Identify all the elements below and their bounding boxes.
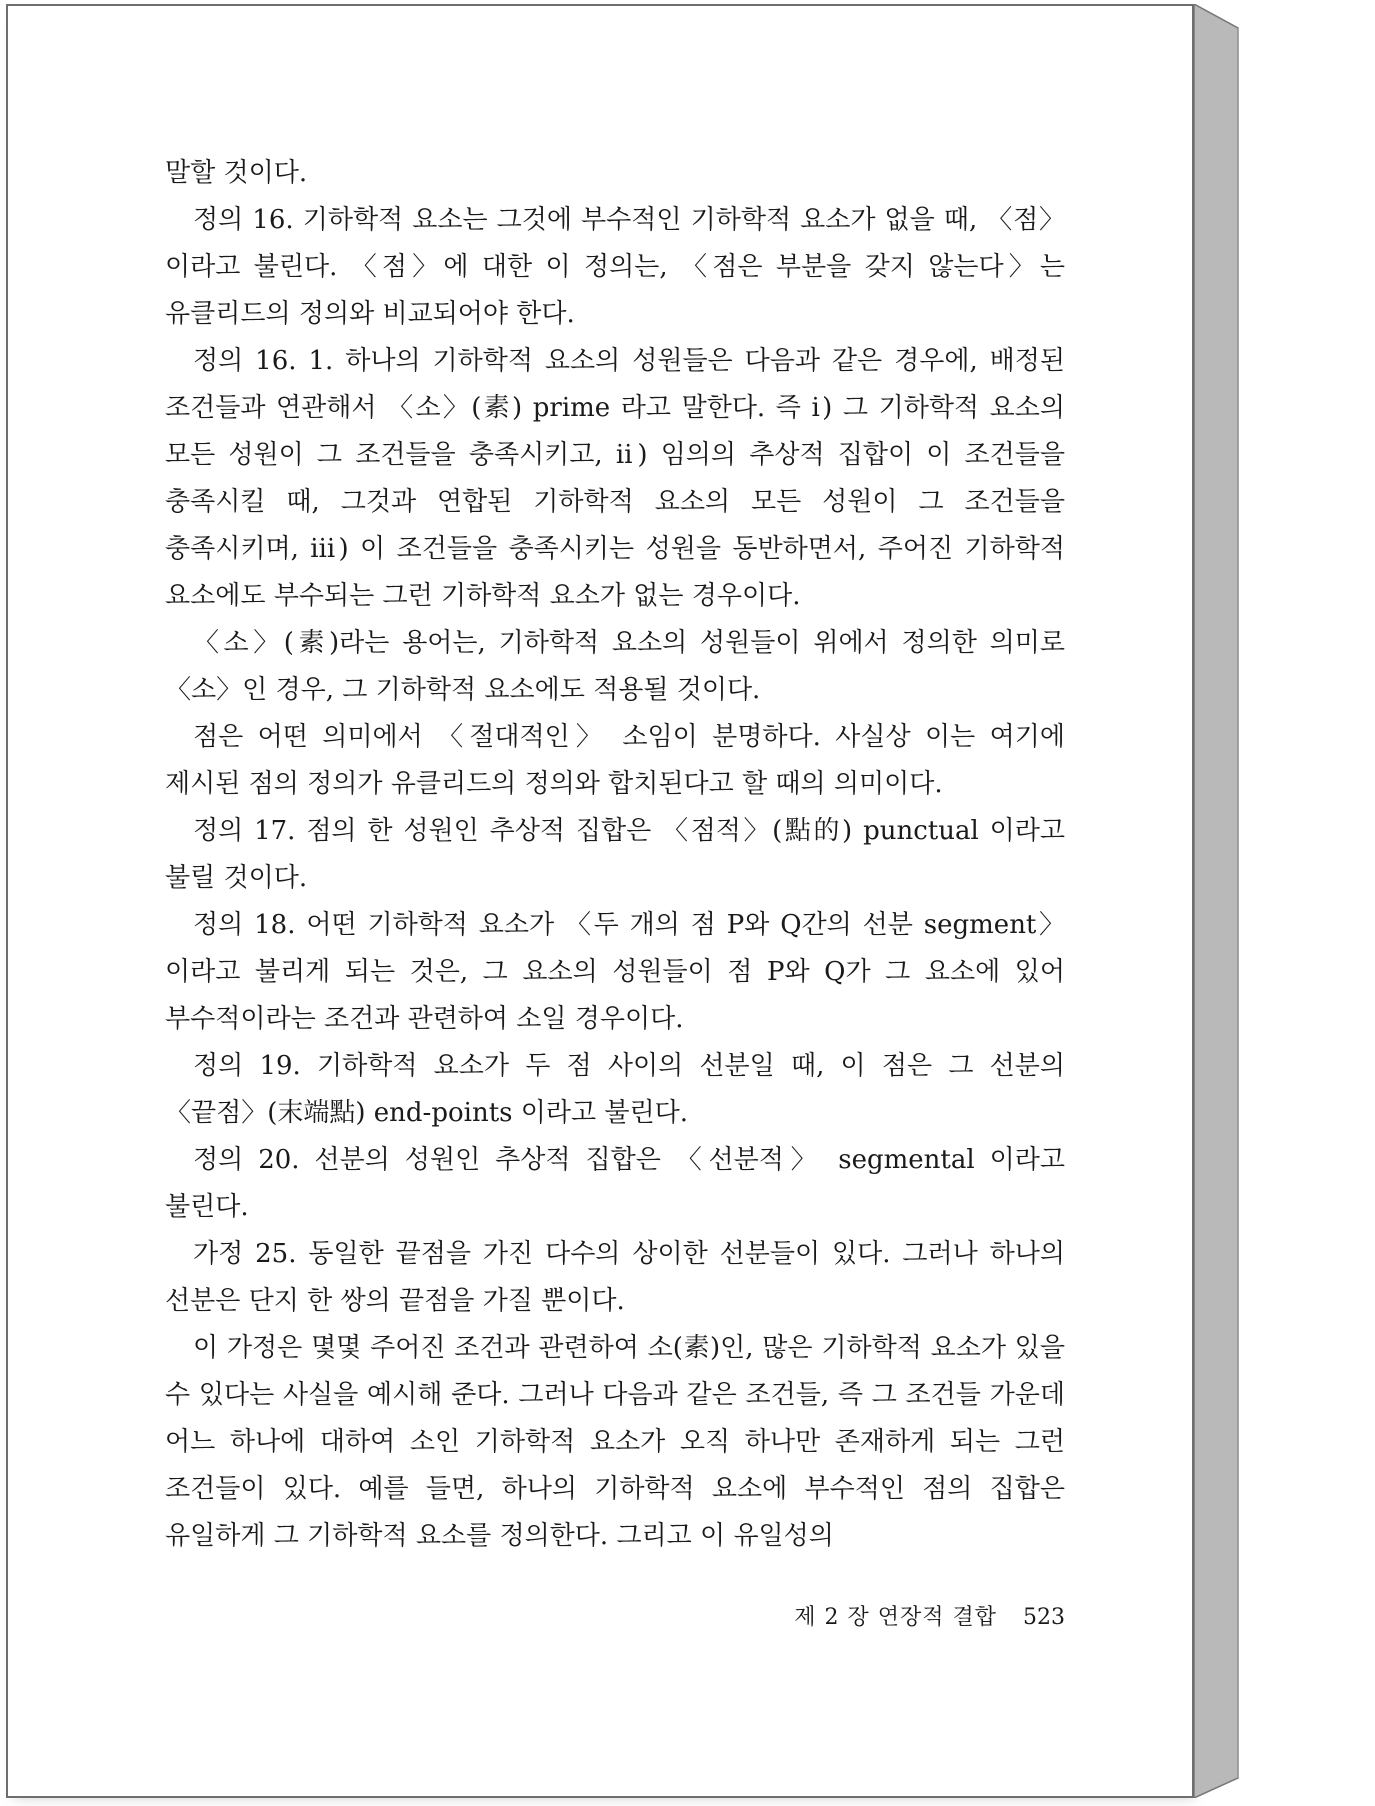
paragraph: 가정 25. 동일한 끝점을 가진 다수의 상이한 선분들이 있다. 그러나 하나의 선분은 단지 한 쌍의 끝점을 가질 뿐이다. bbox=[165, 1239, 1065, 1316]
paragraph: 정의 16. 기하학적 요소는 그것에 부수적인 기하학적 요소가 없을 때, 〈점〉이라고 불린다. 〈점〉에 대한 이 정의는, 〈점은 부분을 갖지 않는다〉는 유클리드의 정의와 비교되어야 한다. bbox=[165, 205, 1065, 329]
paragraph: 정의 16. 1. 하나의 기하학적 요소의 성원들은 다음과 같은 경우에, 배정된 조건들과 연관해서 〈소〉(素) prime 라고 말한다. 즉 ⅰ) 그 기하학적 요소의 모든 성원이 그 조건들을 충족시키고, ⅱ) 임의의 추상적 집합이 이 조건들을 충족시킬 때, 그것과 연합된 기하학적 요소의 모든 성원이 그 조건들을 충족시키며, ⅲ) 이 조건들을 충족시키는 성원을 동반하면서, 주어진 기하학적 요소에도 부수되는 그런 기하학적 요소가 없는 경우이다. bbox=[165, 346, 1065, 611]
page-footer bbox=[720, 1600, 1065, 1631]
body-text bbox=[165, 150, 1065, 1560]
paragraph: 이 가정은 몇몇 주어진 조건과 관련하여 소(素)인, 많은 기하학적 요소가 있을 수 있다는 사실을 예시해 준다. 그러나 다음과 같은 조건들, 즉 그 조건들 가운데 어느 하나에 대하여 소인 기하학적 요소가 오직 하나만 존재하게 되는 그런 조건들이 있다. 예를 들면, 하나의 기하학적 요소에 부수적인 점의 집합은 유일하게 그 기하학적 요소를 정의한다. 그리고 이 유일성의 bbox=[165, 1333, 1065, 1551]
paragraph: 〈소〉(素)라는 용어는, 기하학적 요소의 성원들이 위에서 정의한 의미로 〈소〉인 경우, 그 기하학적 요소에도 적용될 것이다. bbox=[165, 628, 1065, 705]
paragraph: 점은 어떤 의미에서 〈절대적인〉 소임이 분명하다. 사실상 이는 여기에 제시된 점의 정의가 유클리드의 정의와 합치된다고 할 때의 의미이다. bbox=[165, 722, 1065, 799]
paragraph: 정의 18. 어떤 기하학적 요소가 〈두 개의 점 P와 Q간의 선분 segment〉이라고 불리게 되는 것은, 그 요소의 성원들이 점 P와 Q가 그 요소에 있어 부수적이라는 조건과 관련하여 소일 경우이다. bbox=[165, 910, 1065, 1034]
paragraph: 정의 17. 점의 한 성원인 추상적 집합은 〈점적〉(點的) punctual 이라고 불릴 것이다. bbox=[165, 816, 1065, 893]
paragraph: 정의 20. 선분의 성원인 추상적 집합은 〈선분적〉 segmental 이라고 불린다. bbox=[165, 1145, 1065, 1222]
page-number: 523 bbox=[1023, 1605, 1065, 1630]
book-edge-graphic bbox=[1194, 4, 1344, 1798]
chapter-title: 제 2 장 연장적 결합 bbox=[794, 1605, 997, 1630]
paragraph: 정의 19. 기하학적 요소가 두 점 사이의 선분일 때, 이 점은 그 선분의 〈끝점〉(末端點) end-points 이라고 불린다. bbox=[165, 1051, 1065, 1128]
paragraph: 말할 것이다. bbox=[165, 158, 308, 188]
book-edge bbox=[1194, 4, 1344, 1798]
